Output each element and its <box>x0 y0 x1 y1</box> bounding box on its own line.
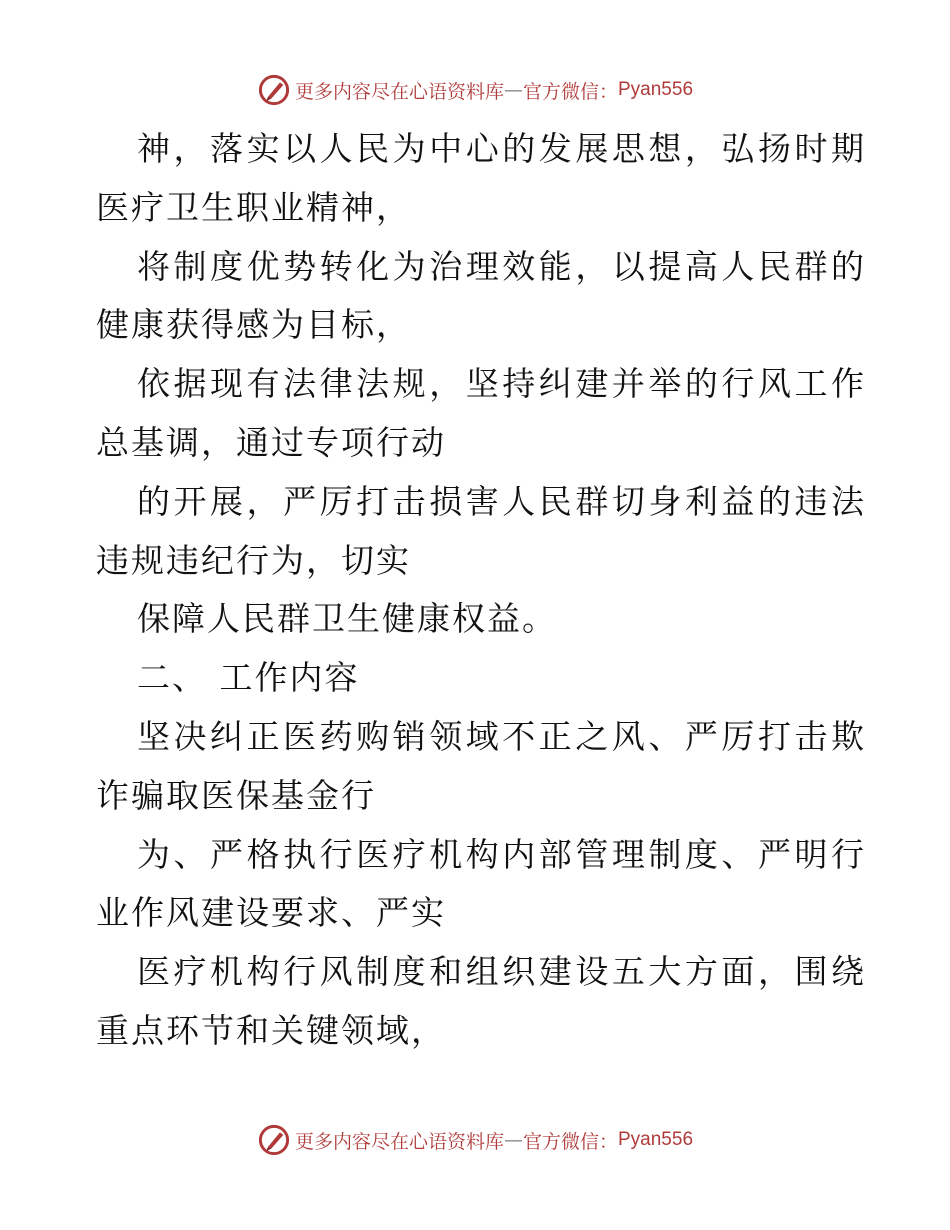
section-heading: 二、 工作内容 <box>137 658 360 698</box>
paragraph: 坚决纠正医药购销领域不正之风、严厉打击欺诈骗取医保基金行 <box>96 716 866 815</box>
paragraph: 保障人民群卫生健康权益。 <box>137 599 557 639</box>
banner-account-label: 官方微信： <box>522 80 618 103</box>
paragraph: 依据现有法律法规，坚持纠建并举的行风工作总基调，通过专项行动 <box>96 364 866 462</box>
banner-text: 更多内容尽在心语资料库 <box>294 1130 504 1153</box>
banner-account-id: Pyan556 <box>618 79 694 100</box>
paragraph: 为、严格执行医疗机构内部管理制度、严明行业作风建设要求、严实 <box>96 834 866 933</box>
footer-banner <box>0 1120 950 1160</box>
pen-logo-icon <box>257 1123 291 1157</box>
banner-account-label: 官方微信： <box>522 1130 618 1153</box>
banner-dash: — <box>503 79 523 101</box>
pen-logo-icon <box>257 73 291 107</box>
paragraph: 医疗机构行风制度和组织建设五大方面，围绕重点环节和关键领域， <box>96 952 866 1050</box>
paragraph: 神，落实以人民为中心的发展思想，弘扬时期医疗卫生职业精神， <box>96 129 866 227</box>
banner-text: 更多内容尽在心语资料库 <box>294 80 504 103</box>
document-body <box>96 120 866 1061</box>
paragraph: 将制度优势转化为治理效能，以提高人民群的健康获得感为目标， <box>96 246 866 345</box>
banner-dash: — <box>503 1129 523 1151</box>
header-banner <box>0 70 950 110</box>
banner-account-id: Pyan556 <box>618 1129 694 1150</box>
paragraph: 的开展，严厉打击损害人民群切身利益的违法违规违纪行为，切实 <box>96 481 866 580</box>
